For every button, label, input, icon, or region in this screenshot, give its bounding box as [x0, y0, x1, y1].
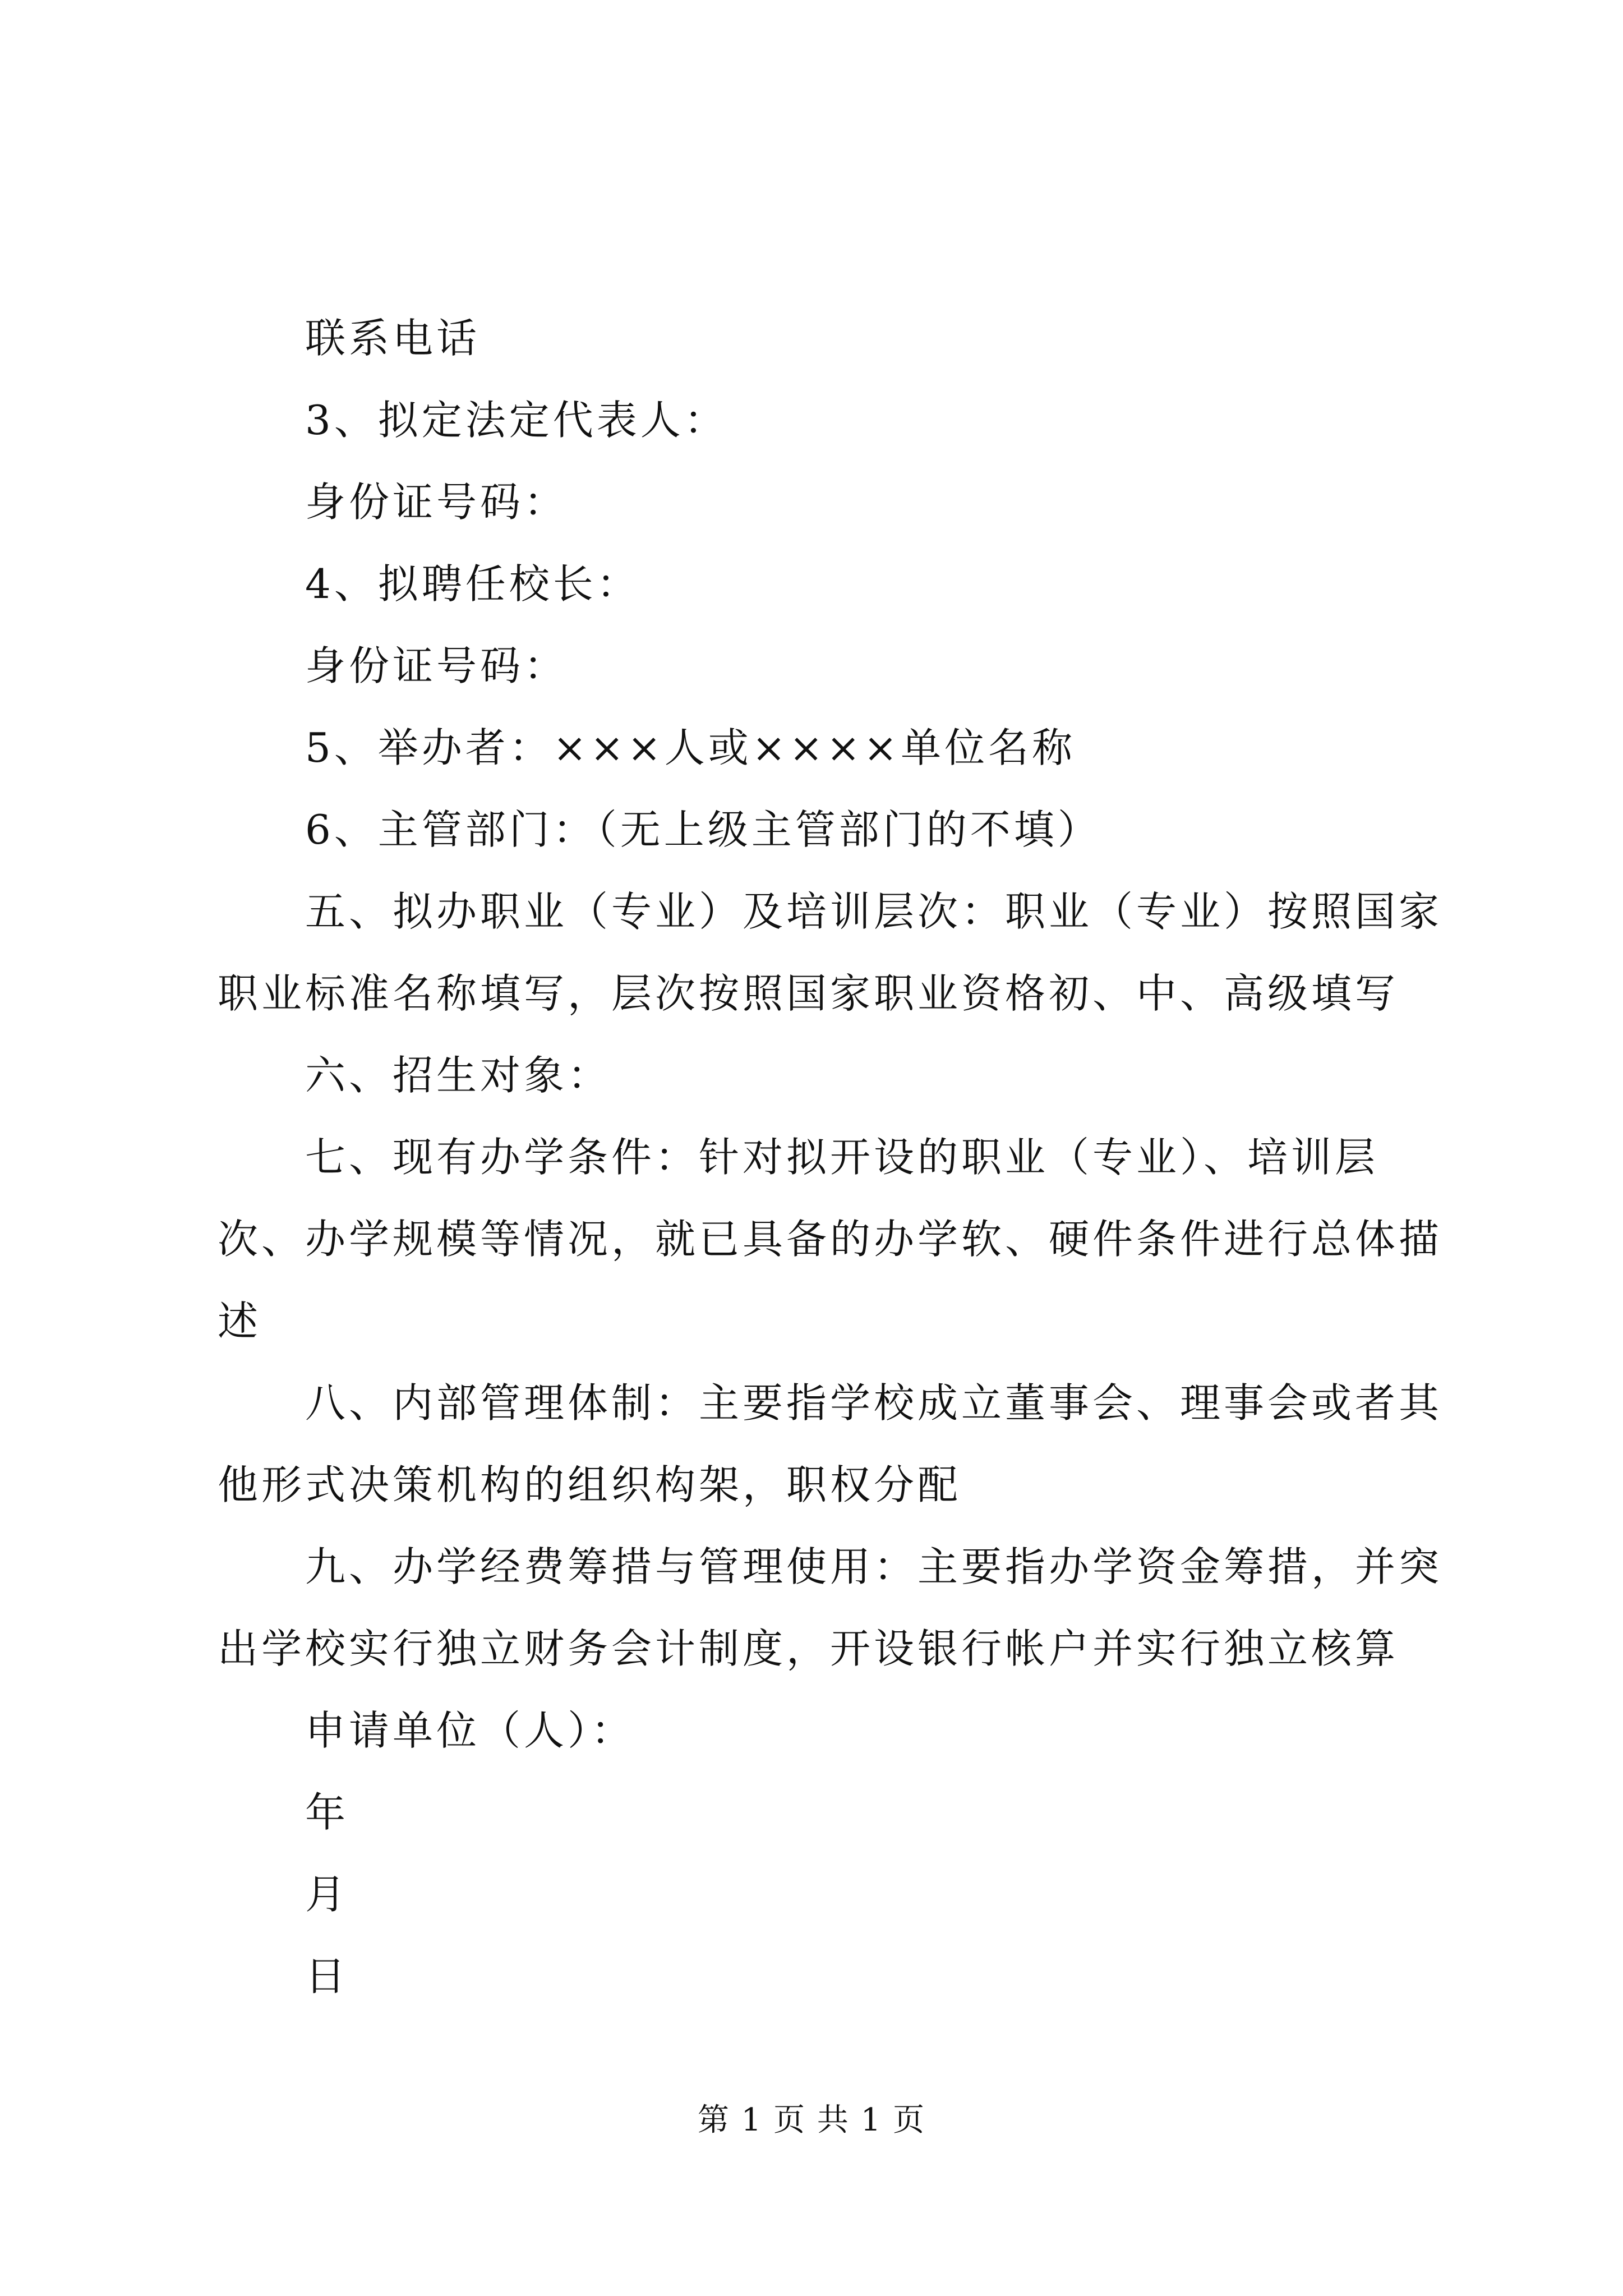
paragraph-section-7: 七、现有办学条件：针对拟开设的职业（专业）、培训层次、办学规模等情况，就已具备的办学软、硬件条件进行总体描述	[218, 1134, 1443, 1345]
page-number-footer: 第 1 页 共 1 页	[697, 2102, 926, 2138]
document-body	[218, 297, 1451, 2017]
paragraph-legal-representative: 3、拟定法定代表人：	[305, 397, 728, 444]
paragraph-applicant: 申请单位（人）：	[305, 1707, 635, 1754]
paragraph-supervising-dept: 6、主管部门：（无上级主管部门的不填）	[305, 806, 1101, 853]
paragraph-month: 月	[305, 1871, 349, 1918]
paragraph-section-6: 六、招生对象：	[305, 1052, 612, 1099]
paragraph-section-8: 八、内部管理体制：主要指学校成立董事会、理事会或者其他形式决策机构的组织构架，职权分配	[218, 1379, 1443, 1508]
paragraph-section-9: 九、办学经费筹措与管理使用：主要指办学资金筹措，并突出学校实行独立财务会计制度，开设银行帐户并实行独立核算	[218, 1543, 1443, 1672]
paragraph-contact-phone: 联系电话	[305, 315, 481, 362]
paragraph-principal: 4、拟聘任校长：	[305, 560, 640, 608]
paragraph-id-number-2: 身份证号码：	[305, 642, 568, 689]
paragraph-section-5: 五、拟办职业（专业）及培训层次：职业（专业）按照国家职业标准名称填写，层次按照国家职业资格初、中、高级填写	[218, 888, 1443, 1017]
paragraph-year: 年	[305, 1789, 349, 1836]
paragraph-organizer: 5、举办者：×××人或××××单位名称	[305, 724, 1076, 771]
paragraph-day: 日	[305, 1953, 349, 2000]
paragraph-id-number-1: 身份证号码：	[305, 478, 568, 526]
